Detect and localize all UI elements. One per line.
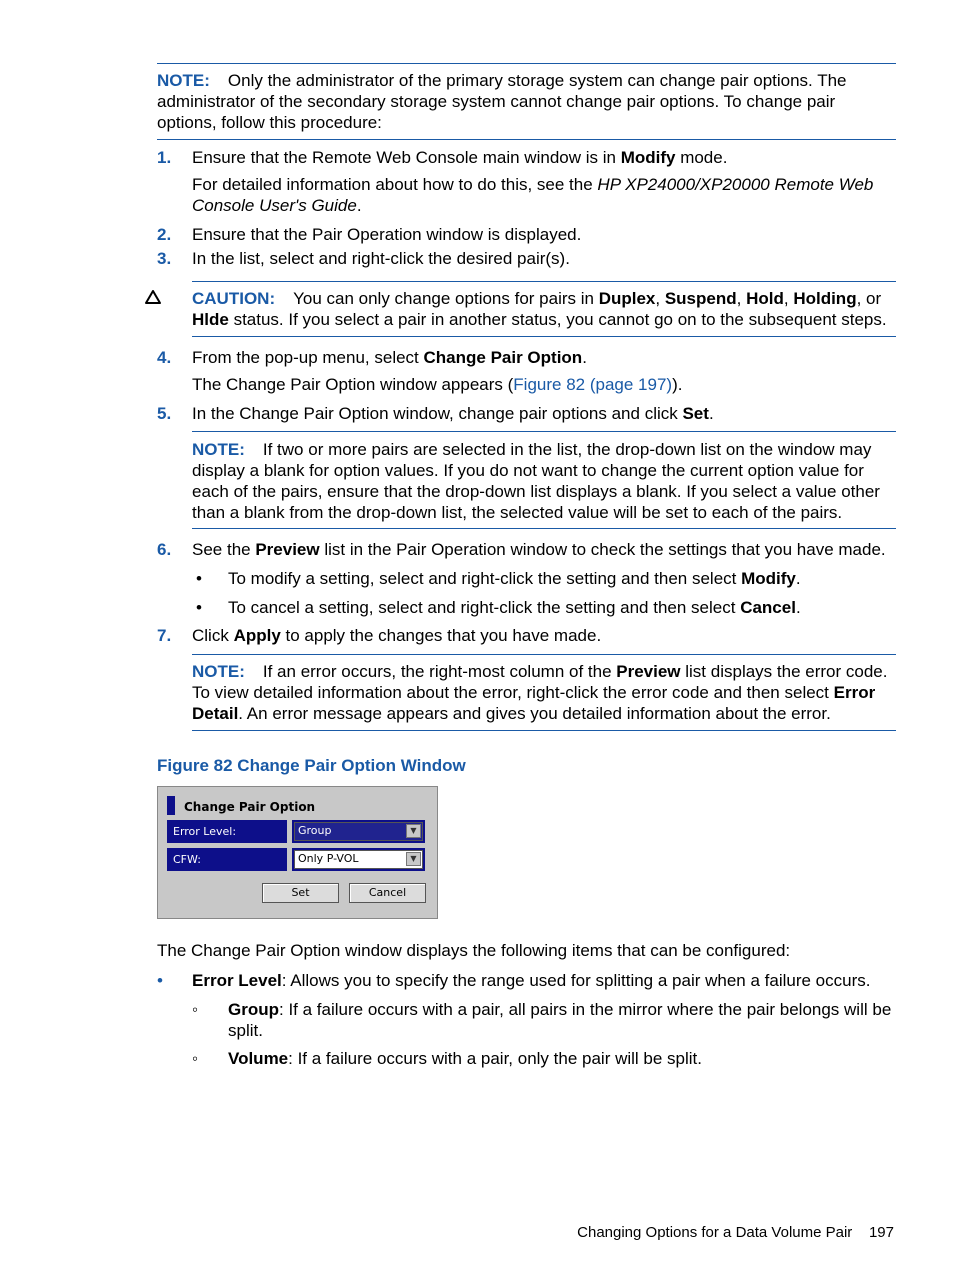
error-level-value: Group — [298, 824, 332, 837]
note-text: . An error message appears and gives you detailed information about the error. — [238, 704, 831, 723]
status-duplex: Duplex — [598, 289, 656, 308]
item-group — [228, 999, 893, 1041]
error-level-value-box[interactable] — [294, 822, 423, 841]
figure-title: Figure 82 Change Pair Option Window — [157, 756, 466, 775]
step-text: mode. — [675, 148, 728, 167]
note-top-rule — [192, 431, 896, 432]
step-text: . — [795, 598, 801, 617]
step-1 — [192, 147, 892, 168]
caution-text: You can only change options for pairs in — [293, 289, 599, 308]
step-number: 6. — [157, 540, 172, 559]
cfw-value-box[interactable] — [294, 850, 423, 869]
step-text: To cancel a setting, select and right-click the setting and then select — [228, 598, 741, 617]
set-button[interactable]: Set — [262, 883, 339, 903]
chevron-down-icon[interactable]: ▼ — [406, 824, 421, 838]
sub-bullet-marker: ◦ — [192, 1049, 199, 1068]
step-bold: Change Pair Option — [423, 348, 583, 367]
step-text: In the Change Pair Option window, change pair options and click — [192, 404, 683, 423]
items-intro: The Change Pair Option window displays the following items that can be configured: — [157, 941, 791, 960]
sub-bullet-marker: ◦ — [192, 1000, 199, 1019]
chevron-down-icon[interactable]: ▼ — [406, 852, 421, 866]
note-text: Only the administrator of the primary storage system can change pair options. The administrator of the secondary storage system cannot change pair options. To change pair options, follow this procedure: — [157, 71, 847, 132]
dialog-title-marker — [167, 796, 175, 815]
step-bold: Set — [682, 404, 709, 423]
step-text: . — [795, 569, 801, 588]
note-primary-admin — [157, 70, 897, 133]
error-level-label: Error Level: — [167, 820, 287, 843]
step-6-bullet-modify — [228, 568, 893, 589]
step-text: For detailed information about how to do this, see the — [192, 175, 598, 194]
caution-bottom-rule — [192, 336, 896, 337]
item-error-level — [192, 970, 892, 991]
cfw-select[interactable] — [292, 848, 425, 871]
status-holding: Holding — [793, 289, 857, 308]
note-top-rule — [192, 654, 896, 655]
step-3: In the list, select and right-click the desired pair(s). — [192, 249, 570, 268]
step-4-detail — [192, 374, 892, 395]
bullet-marker: • — [196, 569, 202, 588]
item-volume — [228, 1048, 893, 1069]
status-hold: Hold — [746, 289, 784, 308]
caution-text: , or — [856, 289, 882, 308]
note-bold: Preview — [616, 662, 681, 681]
caution-label: CAUTION: — [192, 289, 276, 308]
status-hlde: Hlde — [192, 310, 229, 329]
figure-link[interactable]: Figure 82 (page 197) — [513, 375, 673, 394]
step-bold: Modify — [620, 148, 676, 167]
note-error — [192, 661, 892, 724]
note-bottom-rule — [192, 730, 896, 731]
step-text: ). — [672, 375, 683, 394]
step-7 — [192, 625, 892, 646]
step-1-detail — [192, 174, 892, 216]
item-text: : If a failure occurs with a pair, only the pair will be split. — [288, 1049, 702, 1068]
step-number: 1. — [157, 148, 172, 167]
step-text: Click — [192, 626, 234, 645]
note-label: NOTE: — [192, 662, 245, 681]
note-multiple-pairs — [192, 439, 892, 523]
note-bold: Error Detail — [192, 683, 876, 723]
cfw-label: CFW: — [167, 848, 287, 871]
step-text: . — [708, 404, 714, 423]
step-6-bullet-cancel — [228, 597, 893, 618]
caution-text: , — [783, 289, 794, 308]
step-5 — [192, 403, 892, 424]
caution-top-rule — [192, 281, 896, 282]
page-footer — [577, 1222, 894, 1243]
caution-text: , — [655, 289, 665, 308]
step-bold: Cancel — [740, 598, 796, 617]
note-top-rule — [157, 63, 896, 64]
step-6 — [192, 539, 892, 560]
step-text: To modify a setting, select and right-click the setting and then select — [228, 569, 742, 588]
item-term: Volume — [228, 1049, 289, 1068]
step-4 — [192, 347, 892, 368]
step-number: 7. — [157, 626, 172, 645]
page-number: 197 — [868, 1224, 894, 1241]
caution-box — [192, 288, 892, 330]
cfw-value: Only P-VOL — [298, 852, 359, 865]
step-number: 3. — [157, 249, 172, 268]
note-label: NOTE: — [157, 71, 210, 90]
item-text: : If a failure occurs with a pair, all pairs in the mirror where the pair belongs will be split. — [228, 1000, 892, 1040]
note-text: If two or more pairs are selected in the list, the drop-down list on the window may display a blank for option values. If you do not want to change the current option value for each of the pairs, ensure that the drop-down list displays a blank. If you select a value other than a blank from the drop-down list, the selected value will be set to each of the pairs. — [192, 440, 880, 522]
item-term: Group — [228, 1000, 279, 1019]
step-2: Ensure that the Pair Operation window is displayed. — [192, 225, 582, 244]
step-number: 5. — [157, 404, 172, 423]
step-text: . — [356, 196, 362, 215]
cancel-button[interactable]: Cancel — [349, 883, 426, 903]
step-text: . — [582, 348, 587, 367]
bullet-marker: • — [157, 971, 163, 990]
step-number: 2. — [157, 225, 172, 244]
step-number: 4. — [157, 348, 172, 367]
guide-title: HP XP24000/XP20000 Remote Web Console User's Guide — [192, 175, 874, 215]
change-pair-option-dialog — [157, 786, 438, 919]
caution-text: , — [736, 289, 747, 308]
caution-icon — [144, 289, 162, 310]
item-term: Error Level — [192, 971, 282, 990]
step-bold: Preview — [255, 540, 320, 559]
step-bold: Apply — [233, 626, 281, 645]
step-text: Ensure that the Remote Web Console main window is in — [192, 148, 621, 167]
step-text: From the pop-up menu, select — [192, 348, 424, 367]
footer-section: Changing Options for a Data Volume Pair — [577, 1224, 853, 1241]
note-bottom-rule — [157, 139, 896, 140]
step-text: list in the Pair Operation window to check the settings that you have made. — [319, 540, 886, 559]
note-bottom-rule — [192, 528, 896, 529]
dialog-title: Change Pair Option — [184, 800, 316, 814]
step-text: to apply the changes that you have made. — [280, 626, 602, 645]
error-level-select[interactable] — [292, 820, 425, 843]
step-text: See the — [192, 540, 256, 559]
bullet-marker: • — [196, 598, 202, 617]
note-text: list displays the error code. To view detailed information about the error, right-click the error code and then select — [192, 662, 888, 702]
note-text: If an error occurs, the right-most column of the — [262, 662, 617, 681]
item-text: : Allows you to specify the range used for splitting a pair when a failure occurs. — [281, 971, 871, 990]
status-suspend: Suspend — [664, 289, 737, 308]
note-label: NOTE: — [192, 440, 245, 459]
step-text: The Change Pair Option window appears ( — [192, 375, 514, 394]
caution-text: status. If you select a pair in another status, you cannot go on to the subsequent steps. — [228, 310, 887, 329]
step-bold: Modify — [741, 569, 796, 588]
